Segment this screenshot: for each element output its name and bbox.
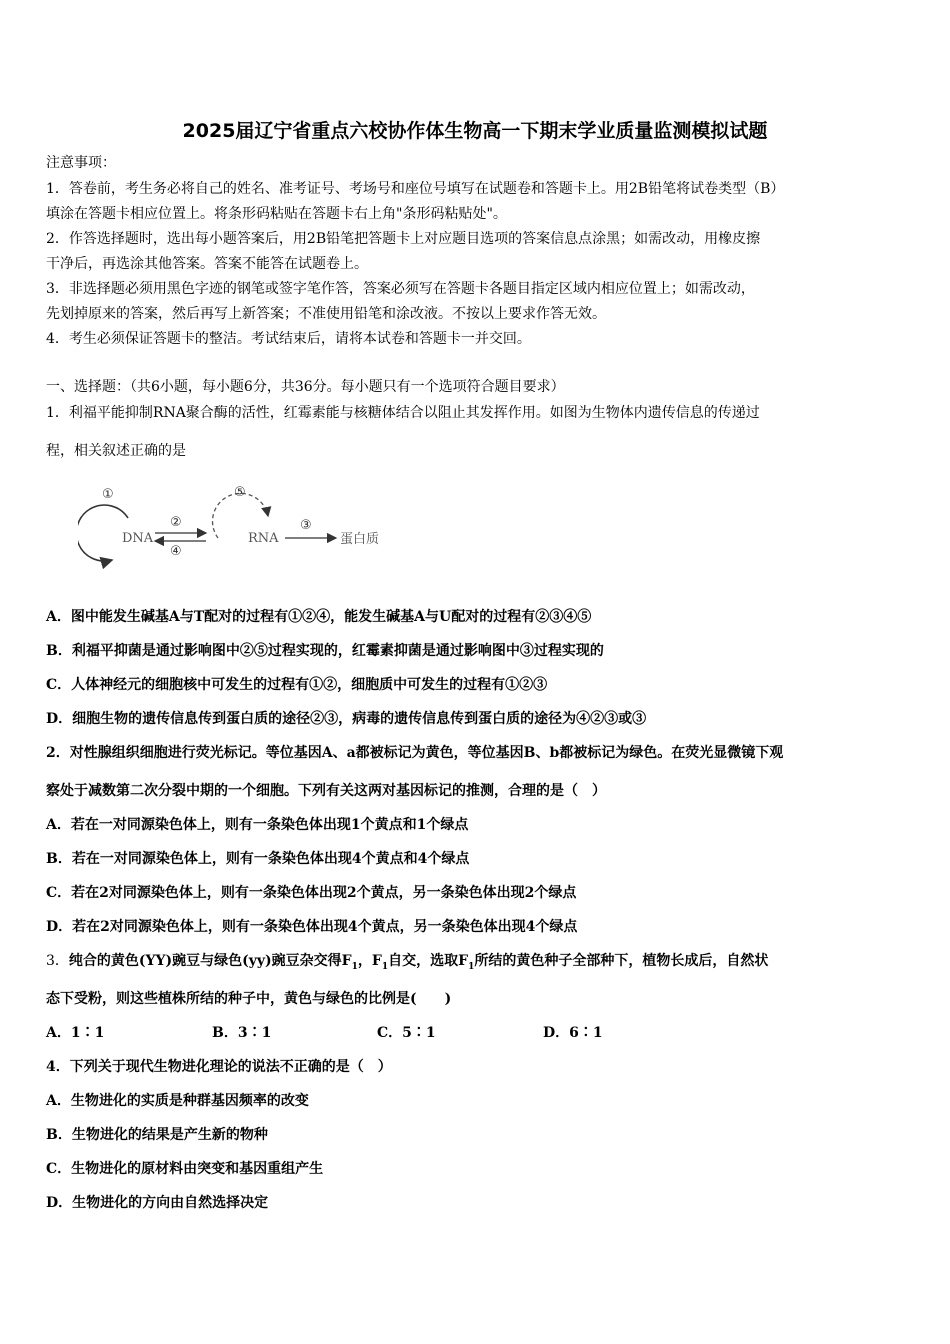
- notice-line: 3．非选择题必须用黑色字迹的钢笔或签字笔作答，答案必须写在答题卡各题目指定区域内相应位置上；如需改动，: [46, 281, 755, 297]
- q3-text-1: 纯合的黄色(YY)豌豆与绿色(yy)豌豆杂交得F: [68, 953, 352, 969]
- q4-stem: 4．下列关于现代生物进化理论的说法不正确的是（ ）: [46, 1059, 392, 1075]
- gene-flow-diagram: [78, 478, 398, 570]
- q2-option-d: D．若在2对同源染色体上，则有一条染色体出现4个黄点，另一条染色体出现4个绿点: [46, 919, 578, 935]
- label-circled-5: ⑤: [234, 485, 246, 500]
- page-title: 2025届辽宁省重点六校协作体生物高一下期末学业质量监测模拟试题: [182, 120, 768, 142]
- notice-line: 2．作答选择题时，选出每小题答案后，用2B铅笔把答题卡上对应题目选项的答案信息点涂黑；如需改动，用橡皮擦: [46, 231, 761, 247]
- q1-option-b: B．利福平抑菌是通过影响图中②⑤过程实现的，红霉素抑菌是通过影响图中③过程实现的: [46, 643, 604, 659]
- q4-option-a: A．生物进化的实质是种群基因频率的改变: [46, 1093, 309, 1109]
- q1-stem: 1．利福平能抑制RNA聚合酶的活性，红霉素能与核糖体结合以阻止其发挥作用。如图为生物体内遗传信息的传递过: [46, 405, 760, 421]
- notice-line: 填涂在答题卡相应位置上。将条形码粘贴在答题卡右上角"条形码粘贴处"。: [46, 206, 507, 222]
- q3-sub-3: 1: [468, 961, 475, 972]
- q3-sub-1: 1: [351, 961, 358, 972]
- notice-line: 先划掉原来的答案，然后再写上新答案；不准使用铅笔和涂改液。不按以上要求作答无效。: [46, 306, 606, 322]
- label-dna: DNA: [122, 531, 154, 546]
- q4-option-c: C．生物进化的原材料由突变和基因重组产生: [46, 1161, 324, 1177]
- label-rna: RNA: [248, 531, 279, 546]
- q2-option-a: A．若在一对同源染色体上，则有一条染色体出现1个黄点和1个绿点: [46, 817, 469, 833]
- q2-option-c: C．若在2对同源染色体上，则有一条染色体出现2个黄点，另一条染色体出现2个绿点: [46, 885, 577, 901]
- notice-line: 干净后，再选涂其他答案。答案不能答在试题卷上。: [46, 256, 368, 272]
- q3-text-4: 所结的黄色种子全部种下，植物长成后，自然状: [474, 953, 769, 969]
- replication-loop: [78, 505, 128, 561]
- q3-sub-2: 1: [381, 961, 389, 972]
- notice-line: 4．考生必须保证答题卡的整洁。考试结束后，请将本试卷和答题卡一并交回。: [46, 331, 531, 347]
- q1-option-c: C．人体神经元的细胞核中可发生的过程有①②，细胞质中可发生的过程有①②③: [46, 677, 548, 693]
- q2-option-b: B．若在一对同源染色体上，则有一条染色体出现4个黄点和4个绿点: [46, 851, 470, 867]
- q3-stem: [46, 950, 768, 972]
- q3-text-2: ，F: [357, 953, 382, 969]
- q4-option-b: B．生物进化的结果是产生新的物种: [46, 1127, 268, 1143]
- label-circled-4: ④: [170, 544, 182, 559]
- q1-stem-cont: 程，相关叙述正确的是: [46, 443, 186, 459]
- q3-number: 3．: [46, 953, 69, 969]
- q4-option-d: D．生物进化的方向由自然选择决定: [46, 1195, 269, 1211]
- q3-option-c: C．5∶1: [377, 1025, 436, 1041]
- label-protein: 蛋白质: [340, 532, 380, 547]
- q1-option-a: A．图中能发生碱基A与T配对的过程有①②④，能发生碱基A与U配对的过程有②③④⑤: [46, 609, 592, 625]
- notice-line: 1．答卷前，考生务必将自己的姓名、准考证号、考场号和座位号填写在试题卷和答题卡上。用2B铅笔将试卷类型（B）: [46, 181, 785, 197]
- label-circled-2: ②: [170, 515, 182, 530]
- q3-stem-cont: 态下受粉，则这些植株所结的种子中，黄色与绿色的比例是( ): [46, 991, 452, 1007]
- q2-stem: 2．对性腺组织细胞进行荧光标记。等位基因A、a都被标记为黄色，等位基因B、b都被标记为绿色。在荧光显微镜下观: [46, 745, 784, 761]
- q2-stem-cont: 察处于减数第二次分裂中期的一个细胞。下列有关这两对基因标记的推测，合理的是（ ）: [46, 783, 606, 799]
- label-circled-3: ③: [300, 518, 312, 533]
- notice-heading: 注意事项：: [46, 155, 116, 171]
- q3-text-3: 自交，选取F: [388, 953, 469, 969]
- q1-option-d: D．细胞生物的遗传信息传到蛋白质的途径②③，病毒的遗传信息传到蛋白质的途径为④②③或③: [46, 711, 647, 727]
- q3-option-d: D．6∶1: [543, 1025, 603, 1041]
- q3-option-b: B．3∶1: [212, 1025, 272, 1041]
- section-heading: 一、选择题：（共6小题，每小题6分，共36分。每小题只有一个选项符合题目要求）: [46, 379, 565, 395]
- q3-option-a: A．1∶1: [46, 1025, 105, 1041]
- label-circled-1: ①: [102, 487, 114, 502]
